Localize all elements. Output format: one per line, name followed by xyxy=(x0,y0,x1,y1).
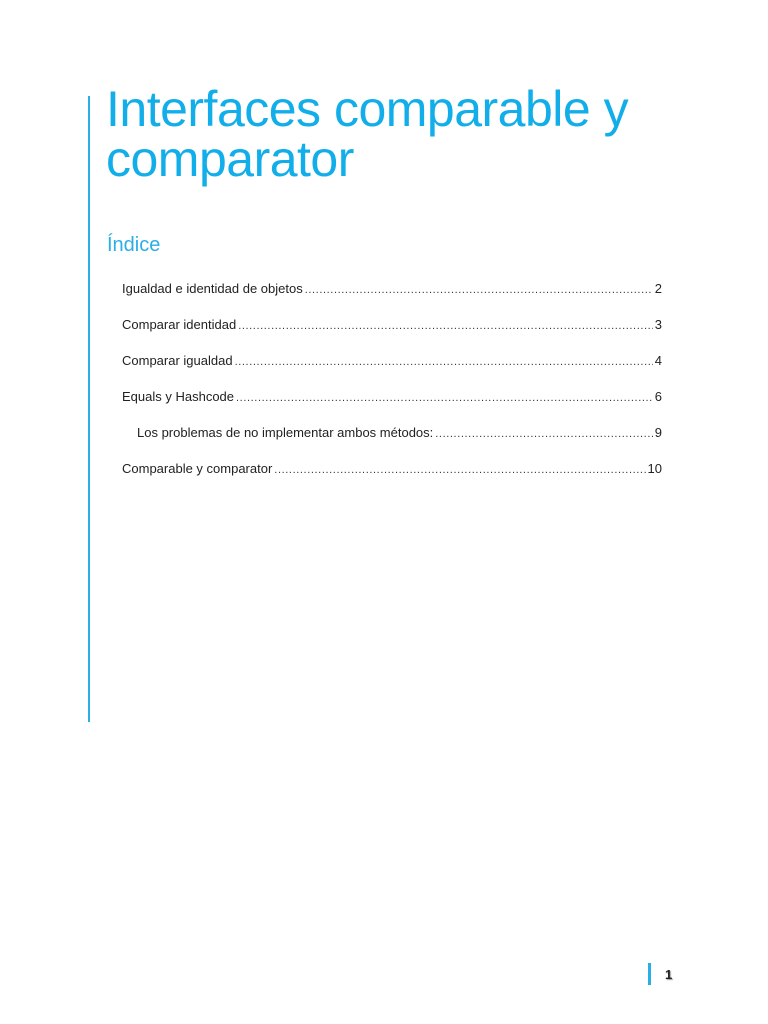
toc-entry-page: 4 xyxy=(654,353,662,368)
title-accent-rule xyxy=(88,96,90,722)
toc-entry-page: 10 xyxy=(647,461,662,476)
toc-entry-label: Los problemas de no implementar ambos métodos: xyxy=(137,425,434,440)
toc-dot-leader xyxy=(435,424,653,444)
toc-entry-problemas-metodos[interactable] xyxy=(122,423,662,459)
table-of-contents xyxy=(122,279,662,495)
toc-dot-leader xyxy=(235,352,653,372)
toc-entry-page: 9 xyxy=(654,425,662,440)
toc-entry-label: Comparar identidad xyxy=(122,317,237,332)
toc-entry-page: 3 xyxy=(654,317,662,332)
toc-entry-label: Equals y Hashcode xyxy=(122,389,235,404)
page-number: 1 xyxy=(665,966,673,982)
toc-entry-comparar-identidad[interactable] xyxy=(122,315,662,351)
toc-entry-comparar-igualdad[interactable] xyxy=(122,351,662,387)
toc-entry-comparable-comparator[interactable] xyxy=(122,459,662,495)
toc-dot-leader xyxy=(238,316,653,336)
toc-entry-label: Comparar igualdad xyxy=(122,353,233,368)
toc-heading: Índice xyxy=(107,234,161,256)
document-title: Interfaces comparable y comparator xyxy=(106,81,629,187)
toc-dot-leader xyxy=(305,280,653,300)
toc-entry-label: Igualdad e identidad de objetos xyxy=(122,281,303,296)
page-footer xyxy=(648,962,672,986)
toc-dot-leader xyxy=(236,388,653,408)
toc-entry-page: 2 xyxy=(654,281,662,296)
toc-entry-page: 6 xyxy=(654,389,662,404)
toc-dot-leader xyxy=(274,460,645,480)
toc-entry-equals-hashcode[interactable] xyxy=(122,387,662,423)
footer-accent-bar xyxy=(648,963,651,985)
toc-entry-igualdad-identidad[interactable] xyxy=(122,279,662,315)
toc-entry-label: Comparable y comparator xyxy=(122,461,273,476)
